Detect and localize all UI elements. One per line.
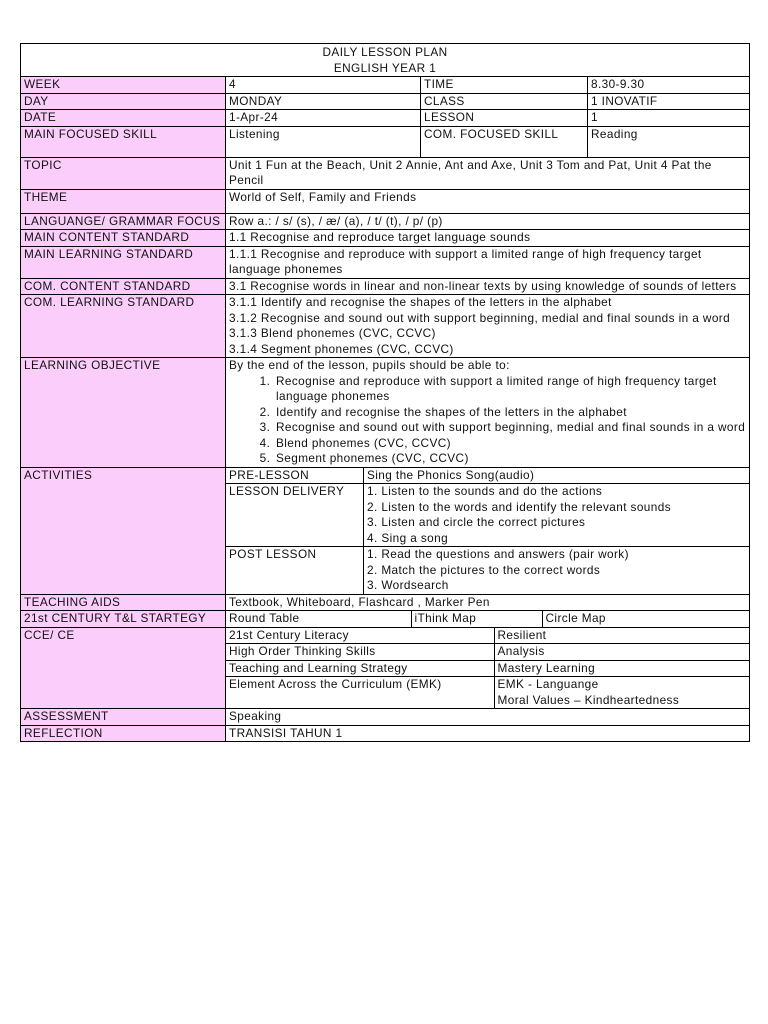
com-skill-label: COM. FOCUSED SKILL — [421, 126, 588, 157]
date-row — [21, 110, 750, 127]
com-learning-item: 3.1.4 Segment phonemes (CVC, CCVC) — [229, 341, 454, 356]
week-value: 4 — [226, 77, 421, 94]
cce-item-row — [226, 644, 749, 661]
language-value: Row a.: / s/ (s), / æ/ (a), / t/ (t), / p/ (p) — [226, 213, 750, 230]
century-value-2: iThink Map — [411, 611, 542, 627]
objective-row — [21, 358, 750, 468]
post-lesson-list — [364, 547, 750, 595]
com-skill-value: Reading — [588, 126, 750, 157]
pre-lesson-value: Sing the Phonics Song(audio) — [364, 467, 750, 484]
class-label: CLASS — [421, 93, 588, 110]
cce-left: Teaching and Learning Strategy — [226, 660, 494, 677]
assessment-value: Speaking — [226, 709, 750, 726]
cce-left: 21st Century Literacy — [229, 627, 349, 642]
com-content-value: 3.1 Recognise words in linear and non-linear texts by using knowledge of sounds of letters — [226, 278, 750, 295]
title-line-2: ENGLISH YEAR 1 — [333, 61, 437, 75]
topic-label: TOPIC — [21, 157, 226, 189]
delivery-item: 3. Listen and circle the correct pictures — [367, 515, 586, 529]
week-label: WEEK — [21, 77, 226, 94]
post-lesson-label: POST LESSON — [226, 547, 364, 595]
cce-right: Mastery Learning — [494, 660, 749, 677]
cce-values — [226, 627, 750, 709]
cce-right: Resilient — [494, 628, 749, 644]
objective-item: 5. Segment phonemes (CVC, CCVC) — [274, 451, 746, 467]
language-label: LANGUANGE/ GRAMMAR FOCUS — [21, 213, 226, 230]
objective-intro: By the end of the lesson, pupils should be able to: — [229, 358, 510, 372]
cce-row — [21, 627, 750, 709]
topic-value: Unit 1 Fun at the Beach, Unit 2 Annie, Ant and Axe, Unit 3 Tom and Pat, Unit 4 Pat the Pencil — [226, 157, 750, 189]
cce-right: Analysis — [494, 644, 749, 661]
time-value: 8.30-9.30 — [588, 77, 750, 94]
lesson-value: 1 — [588, 110, 750, 127]
reflection-value: TRANSISI TAHUN 1 — [226, 725, 750, 742]
lesson-label: LESSON — [421, 110, 588, 127]
day-label: DAY — [21, 93, 226, 110]
day-value: MONDAY — [226, 93, 421, 110]
cce-left: High Order Thinking Skills — [226, 644, 494, 661]
com-learning-item: 3.1.2 Recognise and sound out with support beginning, medial and final sounds in a word — [229, 310, 731, 325]
language-row — [21, 213, 750, 230]
delivery-item: 4. Sing a song — [367, 530, 449, 545]
main-learning-row — [21, 246, 750, 278]
cce-item-row — [226, 677, 749, 709]
assessment-label: ASSESSMENT — [21, 709, 226, 726]
aids-row — [21, 594, 750, 611]
objective-content — [226, 358, 750, 468]
cce-label: CCE/ CE — [21, 627, 226, 709]
objective-item: 2. Identify and recognise the shapes of the letters in the alphabet — [274, 405, 746, 421]
week-row — [21, 77, 750, 94]
aids-label: TEACHING AIDS — [21, 594, 226, 611]
cce-item-row — [226, 628, 749, 644]
objective-item: 3. Recognise and sound out with support beginning, medial and final sounds in a word — [274, 420, 746, 436]
main-content-row — [21, 230, 750, 247]
time-label: TIME — [421, 77, 588, 94]
aids-value: Textbook, Whiteboard, Flashcard , Marker Pen — [226, 594, 750, 611]
com-content-row — [21, 278, 750, 295]
date-value: 1-Apr-24 — [226, 110, 421, 127]
header-row — [21, 44, 750, 77]
activities-pre-row — [21, 467, 750, 484]
com-learning-item: 3.1.1 Identify and recognise the shapes of the letters in the alphabet — [229, 295, 612, 309]
theme-row — [21, 189, 750, 213]
document-title — [21, 44, 750, 77]
lesson-delivery-list — [364, 484, 750, 547]
com-learning-list — [226, 295, 750, 358]
century-row — [21, 611, 750, 628]
delivery-item: 1. Listen to the sounds and do the actions — [367, 484, 603, 498]
objective-item: 4. Blend phonemes (CVC, CCVC) — [274, 436, 746, 452]
topic-row — [21, 157, 750, 189]
main-content-label: MAIN CONTENT STANDARD — [21, 230, 226, 247]
theme-label: THEME — [21, 189, 226, 213]
com-learning-label: COM. LEARNING STANDARD — [21, 295, 226, 358]
date-label: DATE — [21, 110, 226, 127]
cce-left: Element Across the Curriculum (EMK) — [226, 677, 494, 709]
cce-right — [494, 677, 749, 709]
com-learning-item: 3.1.3 Blend phonemes (CVC, CCVC) — [229, 326, 436, 340]
delivery-item: 2. Listen to the words and identify the relevant sounds — [367, 499, 671, 514]
main-skill-value: Listening — [226, 126, 421, 157]
post-item: 1. Read the questions and answers (pair work) — [367, 547, 629, 561]
century-value-1: Round Table — [229, 611, 300, 625]
assessment-row — [21, 709, 750, 726]
com-learning-row — [21, 295, 750, 358]
class-value: 1 INOVATIF — [588, 93, 750, 110]
reflection-row — [21, 725, 750, 742]
day-row — [21, 93, 750, 110]
post-item: 2. Match the pictures to the correct words — [367, 562, 601, 577]
reflection-label: REFLECTION — [21, 725, 226, 742]
activities-label: ACTIVITIES — [21, 467, 226, 594]
century-label: 21st CENTURY T&L STARTEGY — [21, 611, 226, 628]
theme-value: World of Self, Family and Friends — [226, 189, 750, 213]
pre-lesson-label: PRE-LESSON — [226, 467, 364, 484]
title-line-1: DAILY LESSON PLAN — [322, 45, 448, 59]
cce-right-line: EMK - Languange — [497, 677, 599, 691]
cce-right-line: Moral Values – Kindheartedness — [497, 692, 680, 707]
cce-inner-table — [226, 628, 749, 709]
main-content-value: 1.1 Recognise and reproduce target language sounds — [226, 230, 750, 247]
lesson-plan-page — [20, 43, 749, 742]
skill-row — [21, 126, 750, 157]
objective-label: LEARNING OBJECTIVE — [21, 358, 226, 468]
post-item: 3. Wordsearch — [367, 578, 449, 592]
century-inner-table — [226, 611, 749, 627]
lesson-delivery-label: LESSON DELIVERY — [226, 484, 364, 547]
cce-item-row — [226, 660, 749, 677]
com-content-label: COM. CONTENT STANDARD — [21, 278, 226, 295]
objective-list — [229, 374, 746, 467]
century-values — [226, 611, 750, 628]
century-value-3: Circle Map — [542, 611, 749, 627]
objective-item: 1. Recognise and reproduce with support a limited range of high frequency target language phonemes — [274, 374, 746, 405]
lesson-plan-table — [20, 43, 750, 742]
main-learning-value: 1.1.1 Recognise and reproduce with support a limited range of high frequency target language phonemes — [226, 246, 750, 278]
main-skill-label: MAIN FOCUSED SKILL — [21, 126, 226, 157]
main-learning-label: MAIN LEARNING STANDARD — [21, 246, 226, 278]
